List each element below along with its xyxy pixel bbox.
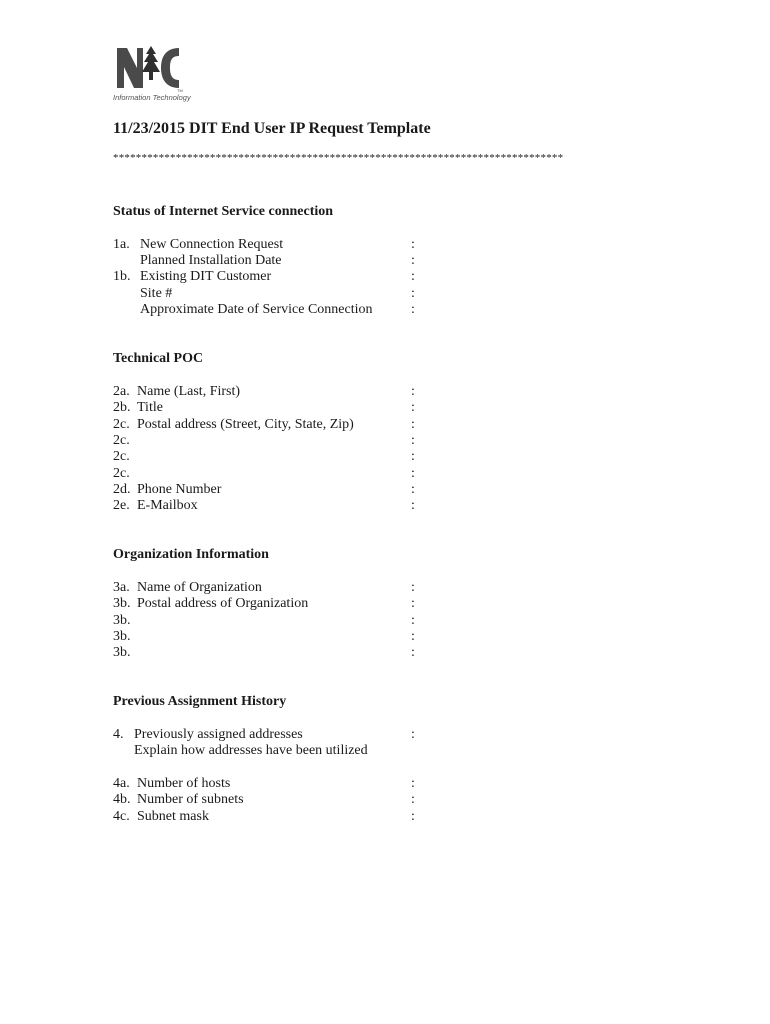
logo-subtitle: Information Technology <box>113 93 191 102</box>
section-heading-organization: Organization Information <box>113 547 269 562</box>
separator: ******************************************************************************* <box>113 152 564 164</box>
svg-text:TM: TM <box>177 88 183 93</box>
section-heading-status: Status of Internet Service connection <box>113 204 334 219</box>
section-heading-previous-assignment: Previous Assignment History <box>113 694 287 709</box>
page-title: 11/23/2015 DIT End User IP Request Template <box>113 120 431 137</box>
section-heading-technical-poc: Technical POC <box>113 351 204 366</box>
